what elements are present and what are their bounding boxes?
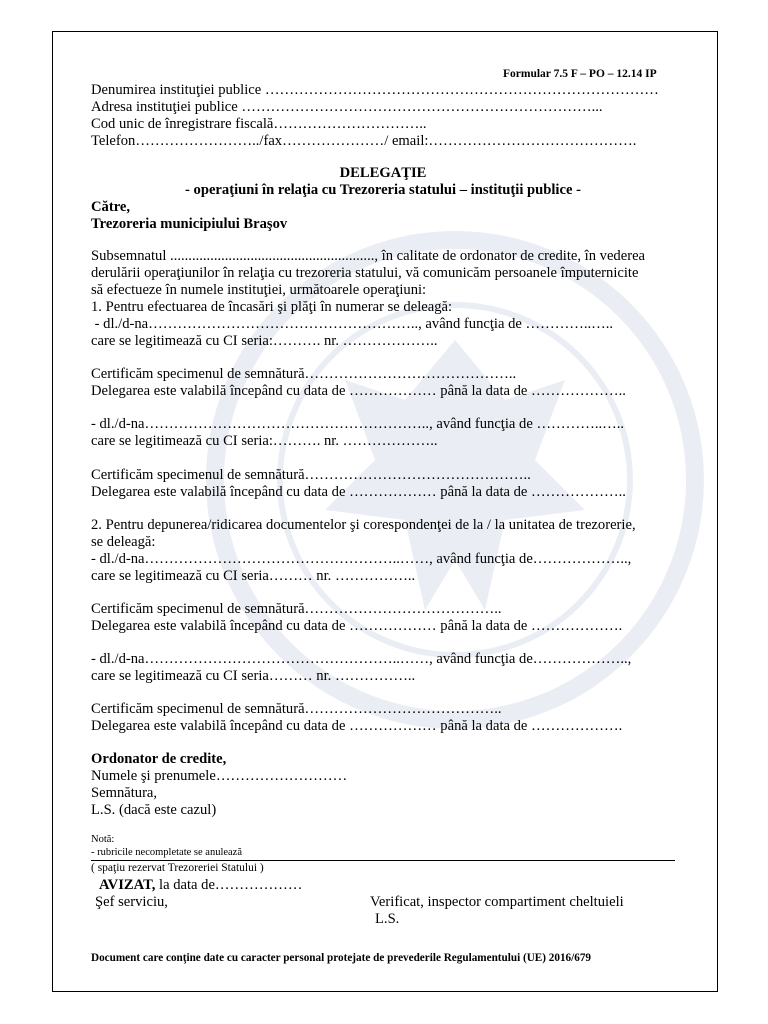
verified-inspector-label: Verificat, inspector compartiment cheltuieli	[370, 894, 624, 910]
s1-p2-validity-line: Delegarea este valabilă începând cu data de ……………… până la data de ………………..	[91, 484, 626, 500]
s2-p1-delegate-line: - dl./d-na……………………………………………..……, având funcţia de………………..,	[91, 551, 632, 567]
intro-line-1: Subsemnatul ........................................................, în calitate de ordonator de credite, în vederea	[91, 248, 646, 264]
s2-p2-specimen-line: Certificăm specimenul de semnătură…………………………………..	[91, 701, 502, 717]
footer-gdpr-notice: Document care conţine date cu caracter personal protejate de prevederile Regulamentului (UE) 2016/679	[91, 952, 592, 964]
approved-label: AVIZAT,	[99, 877, 156, 893]
s2-p1-id-line: care se legitimează cu CI seria……… nr. ……………..	[91, 568, 416, 584]
treasury-approval-line	[99, 877, 303, 894]
recipient-name: Trezoreria municipiului Braşov	[91, 216, 288, 232]
recipient-label: Către,	[91, 199, 131, 215]
fiscal-code-line: Cod unic de înregistrare fiscală…………………………..	[91, 116, 427, 132]
signer-signature-label: Semnătura,	[91, 785, 158, 801]
signer-title: Ordonator de credite,	[91, 751, 227, 767]
signer-name-line: Numele şi prenumele………………………	[91, 768, 348, 784]
s1-p2-delegate-line: - dl./d-na………………………………………………….., având funcţia de …………..…..	[91, 416, 625, 432]
intro-line-3: să efectueze în numele instituţiei, următoarele operaţiuni:	[91, 282, 427, 298]
s1-p1-delegate-line: - dl./d-na……………………………………………….., având funcţia de …………..…..	[91, 316, 614, 332]
form-code: Formular 7.5 F – PO – 12.14 IP	[503, 68, 657, 80]
signer-seal-label: L.S. (dacă este cazul)	[91, 802, 217, 818]
s1-p2-id-line: care se legitimează cu CI seria:………. nr. ………………..	[91, 433, 438, 449]
treasury-reserved-label: ( spaţiu rezervat Trezoreriei Statului )	[91, 862, 264, 874]
s1-p2-specimen-line: Certificăm specimenul de semnătură………………………………………..	[91, 467, 531, 483]
contact-line: Telefon……………………../fax…………………/ email:…………………………………….	[91, 133, 637, 149]
section-2-title: 2. Pentru depunerea/ridicarea documentelor şi corespondenţei de la / la unitatea de trezorerie,	[91, 517, 636, 533]
s1-p1-id-line: care se legitimează cu CI seria:………. nr. ………………..	[91, 333, 438, 349]
section-1-title: 1. Pentru efectuarea de încasări şi plăţi în numerar se deleagă:	[91, 299, 453, 315]
section-2-title-cont: se deleagă:	[91, 534, 156, 550]
s1-p1-validity-line: Delegarea este valabilă începând cu data de ……………… până la data de ………………..	[91, 383, 626, 399]
s1-p1-specimen-line: Certificăm specimenul de semnătură……………………………………..	[91, 366, 517, 382]
s2-p1-specimen-line: Certificăm specimenul de semnătură…………………………………..	[91, 601, 502, 617]
s2-p1-validity-line: Delegarea este valabilă începând cu data de ……………… până la data de ……………….	[91, 618, 623, 634]
s2-p2-delegate-line: - dl./d-na……………………………………………..……, având funcţia de………………..,	[91, 651, 632, 667]
note-text: - rubricile necompletate se anulează	[91, 847, 242, 858]
s2-p2-id-line: care se legitimează cu CI seria……… nr. ……………..	[91, 668, 416, 684]
head-of-service-label: Şef serviciu,	[95, 894, 168, 910]
institution-address-line: Adresa instituţiei publice ………………………………………………………………...	[91, 99, 603, 115]
note-label: Notă:	[91, 834, 115, 845]
institution-name-line: Denumirea instituţiei publice ………………………………………………………………………	[91, 82, 659, 98]
treasury-divider	[91, 860, 675, 861]
treasury-seal-label: L.S.	[375, 911, 400, 927]
document-title: DELEGAŢIE	[339, 165, 427, 181]
approval-date-line: la data de………………	[155, 877, 303, 893]
intro-line-2: derulării operaţiunilor în relaţia cu trezoreria statului, vă comunicăm persoanele împuternicite	[91, 265, 639, 281]
s2-p2-validity-line: Delegarea este valabilă începând cu data de ……………… până la data de ……………….	[91, 718, 623, 734]
document-subtitle: - operaţiuni în relaţia cu Trezoreria statului – instituţii publice -	[185, 182, 581, 198]
